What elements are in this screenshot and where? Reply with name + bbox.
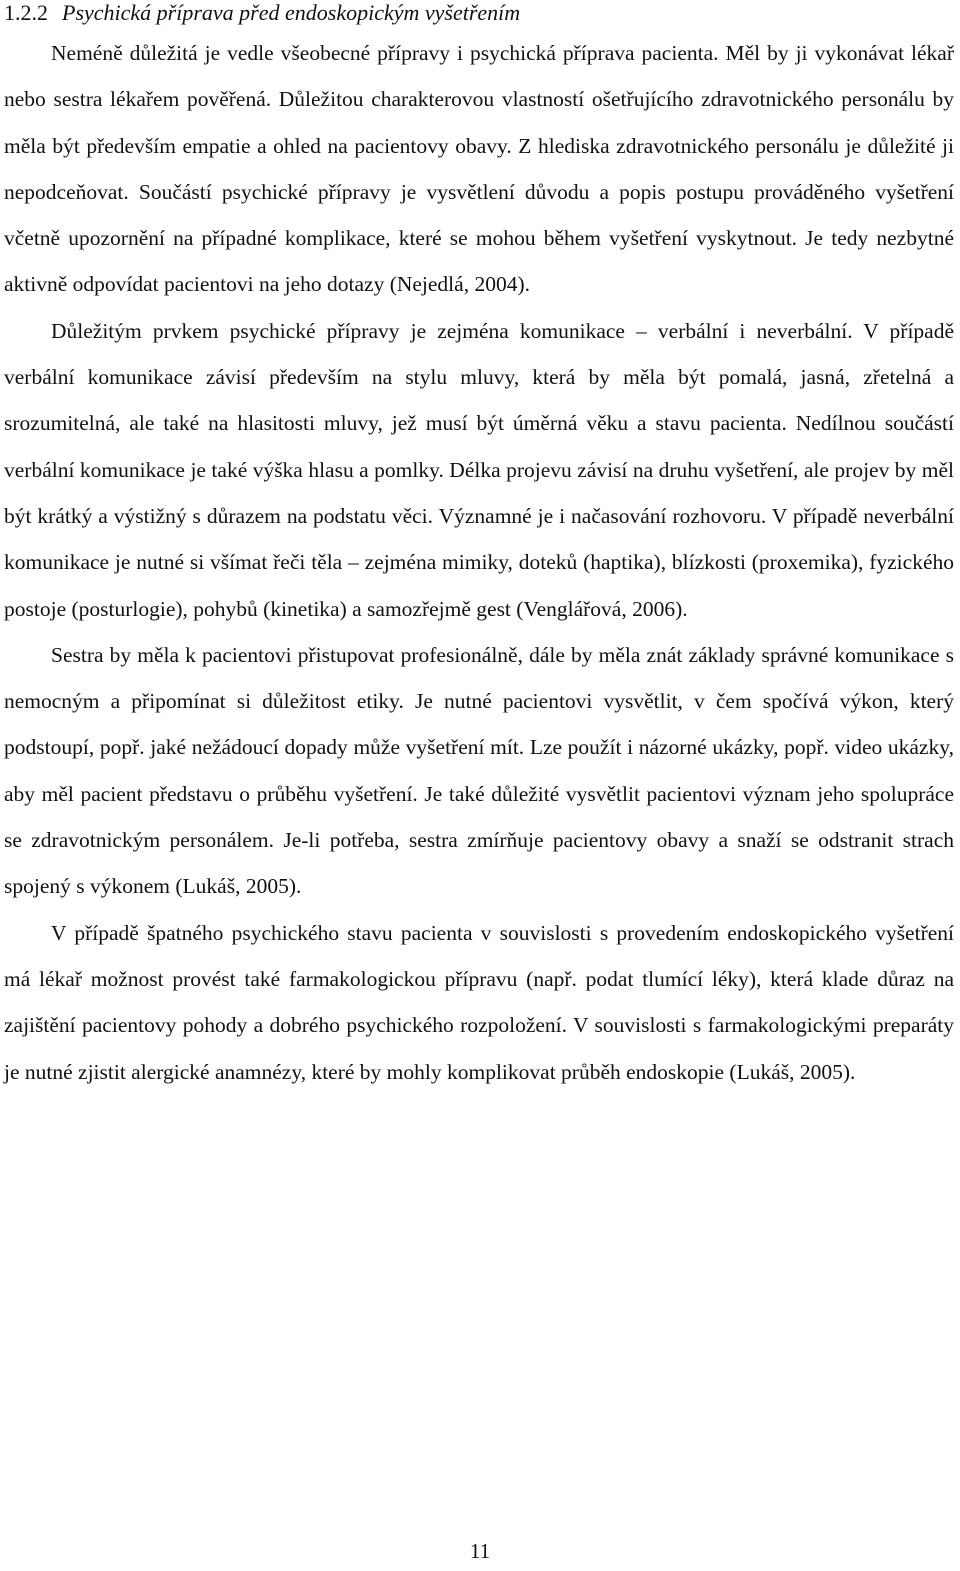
section-title: Psychická příprava před endoskopickým vyšetřením: [62, 0, 521, 25]
paragraph-3: Sestra by měla k pacientovi přistupovat profesionálně, dále by měla znát základy správné komunikace s nemocným a připomínat si důležitost etiky. Je nutné pacientovi vysvětlit, v čem spočívá výkon, který podstoupí, popř. jaké nežádoucí dopady může vyšetření mít. Lze použít i názorné ukázky, popř. video ukázky, aby měl pacient představu o průběhu vyšetření. Je také důležité vysvětlit pacientovi význam jeho spolupráce se zdravotnickým personálem. Je-li potřeba, sestra zmírňuje pacientovy obavy a snaží se odstranit strach spojený s výkonem (Lukáš, 2005).: [4, 642, 954, 899]
paragraph-1: Neméně důležitá je vedle všeobecné přípravy i psychická příprava pacienta. Měl by ji vykonávat lékař nebo sestra lékařem pověřená. Důležitou charakterovou vlastností ošetřujícího zdravotnického personálu by měla být především empatie a ohled na pacientovy obavy. Z hlediska zdravotnického personálu je důležité ji nepodceňovat. Součástí psychické přípravy je vysvětlení důvodu a popis postupu prováděného vyšetření včetně upozornění na případné komplikace, které se mohou během vyšetření vyskytnout. Je tedy nezbytné aktivně odpovídat pacientovi na jeho dotazy (Nejedlá, 2004).: [4, 41, 954, 297]
section-number: 1.2.2: [4, 0, 48, 25]
paragraph-4: V případě špatného psychického stavu pacienta v souvislosti s provedením endoskopického vyšetření má lékař možnost provést také farmakologickou přípravu (např. podat tlumící léky), která klade důraz na zajištění pacientovy pohody a dobrého psychického rozpoložení. V souvislosti s farmakologickými preparáty je nutné zjistit alergické anamnézy, které by mohly komplikovat průběh endoskopie (Lukáš, 2005).: [4, 920, 954, 1084]
document-page: [4, 0, 954, 1095]
section-heading: [4, 0, 954, 30]
page-number: 11: [469, 1539, 491, 1563]
paragraph-2: Důležitým prvkem psychické přípravy je zejména komunikace – verbální i neverbální. V případě verbální komunikace závisí především na stylu mluvy, která by měla být pomalá, jasná, zřetelná a srozumitelná, ale také na hlasitosti mluvy, jež musí být úměrná věku a stavu pacienta. Nedílnou součástí verbální komunikace je také výška hlasu a pomlky. Délka projevu závisí na druhu vyšetření, ale projev by měl být krátký a výstižný s důrazem na podstatu věci. Významné je i načasování rozhovoru. V případě neverbální komunikace je nutné si všímat řeči těla – zejména mimiky, doteků (haptika), blízkosti (proxemika), fyzického postoje (posturlogie), pohybů (kinetika) a samozřejmě gest (Venglářová, 2006).: [4, 318, 954, 621]
